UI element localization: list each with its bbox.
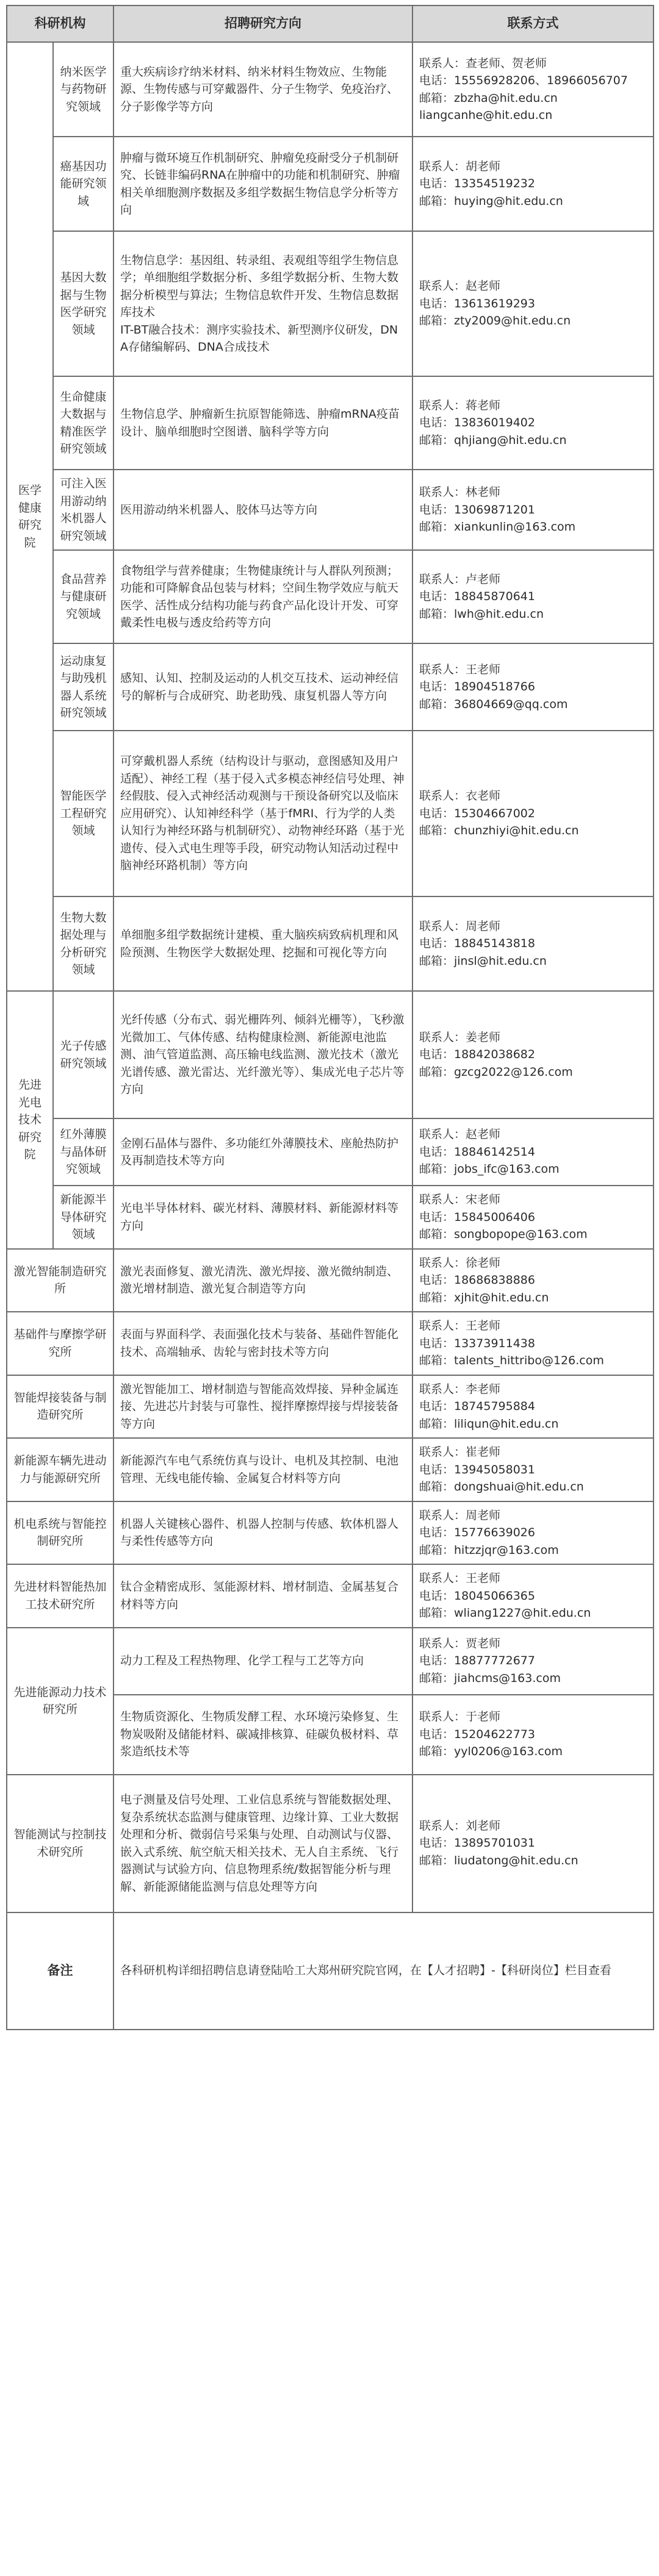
- contact-cell: [412, 1628, 654, 1695]
- contact-phone: 电话：15776639026: [419, 1526, 535, 1539]
- contact-phone: 电话：13613619293: [419, 296, 535, 310]
- table-row: [7, 1118, 654, 1186]
- header-institution: 科研机构: [7, 5, 113, 42]
- direction-cell: [113, 137, 412, 231]
- contact-phone: 电话：18845870641: [419, 590, 535, 604]
- institution-cell: 智能焊接装备与制造研究所: [7, 1375, 113, 1439]
- table-row: [7, 896, 654, 991]
- direction-text: 激光智能加工、增材制造与智能高效焊接、异种金属连接、先进芯片封装与可靠性、搅拌摩擦焊接与焊接装备等方向: [120, 1382, 399, 1431]
- contact-cell: [412, 731, 654, 896]
- table-row: [7, 1186, 654, 1249]
- contact-person: 联系人：林老师: [419, 485, 501, 499]
- contact-email: 邮箱：lwh@hit.edu.cn: [419, 607, 544, 621]
- direction-cell: [113, 643, 412, 731]
- contact-person: 联系人：赵老师: [419, 1128, 501, 1142]
- contact-cell: [412, 1438, 654, 1501]
- contact-phone: 电话：18745795884: [419, 1400, 535, 1413]
- direction-text: 激光表面修复、激光清洗、激光焊接、激光微纳制造、激光增材制造、激光复合制造等方向: [120, 1264, 399, 1296]
- contact-email: 邮箱：qhjiang@hit.edu.cn: [419, 433, 567, 447]
- contact-email: 邮箱：liliqun@hit.edu.cn: [419, 1417, 559, 1431]
- field-cell: 红外薄膜与晶体研究领域: [53, 1118, 113, 1186]
- contact-email: 邮箱：chunzhiyi@hit.edu.cn: [419, 824, 579, 838]
- contact-email: liangcanhe@hit.edu.cn: [419, 109, 553, 122]
- direction-cell: [113, 1564, 412, 1628]
- institution-cell: 先进能源动力技术研究所: [7, 1628, 113, 1775]
- contact-person: 联系人：徐老师: [419, 1256, 501, 1270]
- contact-person: 联系人：宋老师: [419, 1193, 501, 1206]
- contact-phone: 电话：13373911438: [419, 1336, 535, 1350]
- contact-cell: [412, 231, 654, 376]
- direction-cell: [113, 1775, 412, 1912]
- contact-phone: 电话：15845006406: [419, 1210, 535, 1224]
- contact-email: 邮箱：zty2009@hit.edu.cn: [419, 314, 571, 328]
- direction-cell: [113, 1695, 412, 1775]
- contact-phone: 电话：15304667002: [419, 806, 535, 820]
- direction-text: 表面与界面科学、表面强化技术与装备、基础件智能化技术、高端轴承、齿轮与密封技术等方向: [120, 1328, 399, 1359]
- note-label: 备注: [7, 1912, 113, 2030]
- contact-email: 邮箱：dongshuai@hit.edu.cn: [419, 1480, 584, 1494]
- table-row: [7, 231, 654, 376]
- contact-person: 联系人：崔老师: [419, 1445, 501, 1459]
- field-cell: 智能医学工程研究领域: [53, 731, 113, 896]
- contact-person: 联系人：周老师: [419, 919, 501, 933]
- field-cell: 生物大数据处理与分析研究领域: [53, 896, 113, 991]
- direction-text: 肿瘤与微环境互作机制研究、肿瘤免疫耐受分子机制研究、长链非编码RNA在肿瘤中的功能和机制研究、肿瘤相关单细胞测序数据及多组学数据生物信息学分析等方向: [120, 151, 400, 216]
- header-contact: 联系方式: [412, 5, 654, 42]
- contact-email: 邮箱：songbopope@163.com: [419, 1228, 588, 1241]
- contact-phone: 电话：15556928206、18966056707: [419, 74, 628, 87]
- contact-email: 邮箱：36804669@qq.com: [419, 697, 568, 711]
- direction-text: 生物质资源化、生物质发酵工程、水环境污染修复、生物炭吸附及储能材料、碳减排核算、硅碳负极材料、草浆造纸技术等: [120, 1710, 399, 1759]
- table-row: [7, 1438, 654, 1501]
- direction-text: 电子测量及信号处理、工业信息系统与智能数据处理、复杂系统状态监测与健康管理、边缘计算、工业大数据处理和分析、微弱信号采集与处理、自动测试与仪器、嵌入式系统、航空航天相关技术、无人自主系统、飞行器测试与试验方向、信息物理系统/数据智能分析与理解、新能源储能监测与信息处理等方向: [120, 1793, 399, 1894]
- contact-cell: [412, 896, 654, 991]
- contact-cell: [412, 1249, 654, 1312]
- institution-cell: 激光智能制造研究所: [7, 1249, 113, 1312]
- direction-cell: [113, 1249, 412, 1312]
- contact-cell: [412, 1186, 654, 1249]
- field-cell: 癌基因功能研究领域: [53, 137, 113, 231]
- contact-person: 联系人：王老师: [419, 662, 501, 676]
- field-cell: 光子传感研究领域: [53, 991, 113, 1118]
- direction-cell: [113, 731, 412, 896]
- contact-phone: 电话：13836019402: [419, 416, 535, 430]
- recruitment-table-wrapper: [6, 5, 653, 2030]
- direction-text: 食物组学与营养健康；生物健康统计与人群队列预测；功能和可降解食品包装与材料；空间生物学效应与航天医学、活性成分结构功能与药食产品化设计开发、可穿戴柔性电极与透皮给药等方向: [120, 564, 399, 629]
- contact-email: 邮箱：huying@hit.edu.cn: [419, 194, 563, 208]
- direction-text: 钛合金精密成形、氢能源材料、增材制造、金属基复合材料等方向: [120, 1580, 399, 1611]
- direction-cell: [113, 231, 412, 376]
- contact-phone: 电话：13354519232: [419, 177, 535, 191]
- contact-person: 联系人：赵老师: [419, 279, 501, 293]
- direction-text: 重大疾病诊疗纳米材料、纳米材料生物效应、生物能源、生物传感与可穿戴器件、分子生物学、免疫治疗、分子影像学等方向: [120, 65, 399, 113]
- direction-text: 光电半导体材料、碳光材料、薄膜材料、新能源材料等方向: [120, 1201, 399, 1233]
- contact-person: 联系人：胡老师: [419, 159, 501, 173]
- contact-person: 联系人：贾老师: [419, 1636, 501, 1650]
- contact-cell: [412, 137, 654, 231]
- contact-email: 邮箱：yyl0206@163.com: [419, 1745, 563, 1759]
- direction-cell: [113, 1312, 412, 1375]
- direction-cell: [113, 470, 412, 550]
- institution-cell: 先进光电技术研究院: [7, 991, 53, 1249]
- contact-phone: 电话：18045066365: [419, 1589, 535, 1603]
- field-cell: 可注入医用游动纳米机器人研究领域: [53, 470, 113, 550]
- contact-person: 联系人：衣老师: [419, 789, 501, 803]
- contact-phone: 电话：18842038682: [419, 1048, 535, 1062]
- field-cell: 生命健康大数据与精准医学研究领域: [53, 376, 113, 470]
- contact-email: 邮箱：talents_hittribo@126.com: [419, 1354, 604, 1367]
- table-row: [7, 376, 654, 470]
- contact-cell: [412, 1775, 654, 1912]
- table-row: [7, 1312, 654, 1375]
- institution-cell: 智能测试与控制技术研究所: [7, 1775, 113, 1912]
- field-cell: 运动康复与助残机器人系统研究领域: [53, 643, 113, 731]
- table-row: [7, 1375, 654, 1439]
- contact-cell: [412, 1118, 654, 1186]
- field-cell: 纳米医学与药物研究领域: [53, 42, 113, 137]
- direction-text: 医用游动纳米机器人、胶体马达等方向: [120, 503, 318, 517]
- direction-cell: [113, 42, 412, 137]
- table-row: [7, 1564, 654, 1628]
- direction-cell: [113, 376, 412, 470]
- contact-cell: [412, 470, 654, 550]
- contact-phone: 电话：18845143818: [419, 937, 535, 951]
- contact-phone: 电话：13069871201: [419, 503, 535, 517]
- contact-cell: [412, 991, 654, 1118]
- direction-cell: [113, 1438, 412, 1501]
- direction-text: 生物信息学：基因组、转录组、表观组等组学生物信息学；单细胞组学数据分析、多组学数据分析、生物大数据分析模型与算法；生物信息软件开发、生物信息数据库技术: [120, 253, 399, 319]
- contact-person: 联系人：于老师: [419, 1710, 501, 1724]
- institution-cell: 机电系统与智能控制研究所: [7, 1501, 113, 1565]
- field-cell: 食品营养与健康研究领域: [53, 550, 113, 643]
- table-row: [7, 1628, 654, 1695]
- table-header-row: [7, 5, 654, 42]
- contact-email: 邮箱：jiahcms@163.com: [419, 1671, 561, 1685]
- contact-cell: [412, 1695, 654, 1775]
- contact-phone: 电话：13945058031: [419, 1462, 535, 1476]
- contact-email: 邮箱：liudatong@hit.edu.cn: [419, 1853, 578, 1867]
- table-row: [7, 470, 654, 550]
- contact-cell: [412, 1564, 654, 1628]
- institution-cell: 医学健康研究院: [7, 42, 53, 991]
- contact-person: 联系人：王老师: [419, 1572, 501, 1585]
- direction-text: 金刚石晶体与器件、多功能红外薄膜技术、座舱热防护及再制造技术等方向: [120, 1136, 399, 1167]
- contact-cell: [412, 42, 654, 137]
- contact-cell: [412, 1501, 654, 1565]
- direction-text: 可穿戴机器人系统（结构设计与驱动，意图感知及用户适配）、神经工程（基于侵入式多模态神经信号处理、神经假肢、侵入式神经活动观测与干预设备研究以及临床应用研究）、认知神经科学（基于fMRI、行为学的人类认知行为神经环路与机制研究）、动物神经环路（基于光遗传、侵入式电生理等手段，研究动物认知活动过程中脑神经环路机制）等方向: [120, 754, 405, 873]
- contact-email: 邮箱：hitzzjqr@163.com: [419, 1543, 559, 1557]
- contact-cell: [412, 643, 654, 731]
- contact-phone: 电话：13895701031: [419, 1836, 535, 1850]
- note-row: [7, 1912, 654, 2030]
- contact-phone: 电话：18877772677: [419, 1654, 535, 1668]
- direction-text: 光纤传感（分布式、弱光栅阵列、倾斜光栅等），飞秒激光微加工、气体传感、结构健康检测、新能源电池监测、油气管道监测、高压输电线监测、激光技术（激光光谱传感、激光雷达、光纤激光等）、集成光电子芯片等方向: [120, 1013, 405, 1097]
- recruitment-table: [6, 5, 654, 2030]
- contact-cell: [412, 1312, 654, 1375]
- contact-email: 邮箱：xjhit@hit.edu.cn: [419, 1290, 549, 1304]
- table-row: [7, 42, 654, 137]
- direction-cell: [113, 1501, 412, 1565]
- table-body: [7, 42, 654, 2030]
- direction-cell: [113, 550, 412, 643]
- contact-person: 联系人：周老师: [419, 1508, 501, 1522]
- contact-person: 联系人：姜老师: [419, 1030, 501, 1044]
- field-cell: 基因大数据与生物医学研究领域: [53, 231, 113, 376]
- contact-email: 邮箱：xiankunlin@163.com: [419, 520, 576, 534]
- contact-phone: 电话：18904518766: [419, 680, 535, 694]
- table-row: [7, 643, 654, 731]
- table-row: [7, 1501, 654, 1565]
- direction-text: 机器人关键核心器件、机器人控制与传感、软体机器人与柔性传感等方向: [120, 1517, 399, 1548]
- direction-cell: [113, 991, 412, 1118]
- table-row: [7, 731, 654, 896]
- institution-cell: 新能源车辆先进动力与能源研究所: [7, 1438, 113, 1501]
- contact-person: 联系人：王老师: [419, 1319, 501, 1333]
- contact-email: 邮箱：gzcg2022@126.com: [419, 1065, 573, 1079]
- institution-cell: 基础件与摩擦学研究所: [7, 1312, 113, 1375]
- contact-email: 邮箱：wliang1227@hit.edu.cn: [419, 1606, 591, 1620]
- contact-email: 邮箱：jinsl@hit.edu.cn: [419, 954, 547, 968]
- contact-phone: 电话：18846142514: [419, 1145, 535, 1159]
- contact-cell: [412, 550, 654, 643]
- direction-cell: [113, 1186, 412, 1249]
- institution-cell: 先进材料智能热加工技术研究所: [7, 1564, 113, 1628]
- contact-cell: [412, 1375, 654, 1439]
- contact-phone: 电话：15204622773: [419, 1727, 535, 1741]
- contact-person: 联系人：蒋老师: [419, 398, 501, 412]
- contact-phone: 电话：18686838886: [419, 1273, 535, 1287]
- table-row: [7, 137, 654, 231]
- contact-email: 邮箱：zbzha@hit.edu.cn: [419, 91, 558, 105]
- table-row: [7, 1775, 654, 1912]
- contact-person: 联系人：卢老师: [419, 572, 501, 586]
- contact-person: 联系人：查老师、贺老师: [419, 56, 547, 70]
- header-direction: 招聘研究方向: [113, 5, 412, 42]
- contact-cell: [412, 376, 654, 470]
- direction-cell: [113, 1375, 412, 1439]
- direction-text: IT-BT融合技术：测序实验技术、新型测序仪研发，DNA存储编解码、DNA合成技术: [120, 323, 398, 354]
- contact-email: 邮箱：jobs_ifc@163.com: [419, 1162, 560, 1176]
- direction-cell: [113, 1628, 412, 1695]
- direction-text: 生物信息学、肿瘤新生抗原智能筛选、肿瘤mRNA疫苗设计、脑单细胞时空图谱、脑科学等方向: [120, 407, 400, 438]
- note-text: 各科研机构详细招聘信息请登陆哈工大郑州研究院官网，在【人才招聘】-【科研岗位】栏目查看: [113, 1912, 654, 2030]
- direction-cell: [113, 896, 412, 991]
- direction-text: 感知、认知、控制及运动的人机交互技术、运动神经信号的解析与合成研究、助老助残、康复机器人等方向: [120, 671, 399, 703]
- direction-text: 新能源汽车电气系统仿真与设计、电机及其控制、电池管理、无线电能传输、金属复合材料等方向: [120, 1454, 399, 1485]
- contact-person: 联系人：刘老师: [419, 1819, 501, 1833]
- table-row: [7, 550, 654, 643]
- table-row: [7, 991, 654, 1118]
- field-cell: 新能源半导体研究领域: [53, 1186, 113, 1249]
- contact-person: 联系人：李老师: [419, 1382, 501, 1396]
- table-row: [7, 1249, 654, 1312]
- direction-text: 单细胞多组学数据统计建模、重大脑疾病致病机理和风险预测、生物医学大数据处理、挖掘和可视化等方向: [120, 928, 399, 959]
- direction-cell: [113, 1118, 412, 1186]
- direction-text: 动力工程及工程热物理、化学工程与工艺等方向: [120, 1654, 364, 1668]
